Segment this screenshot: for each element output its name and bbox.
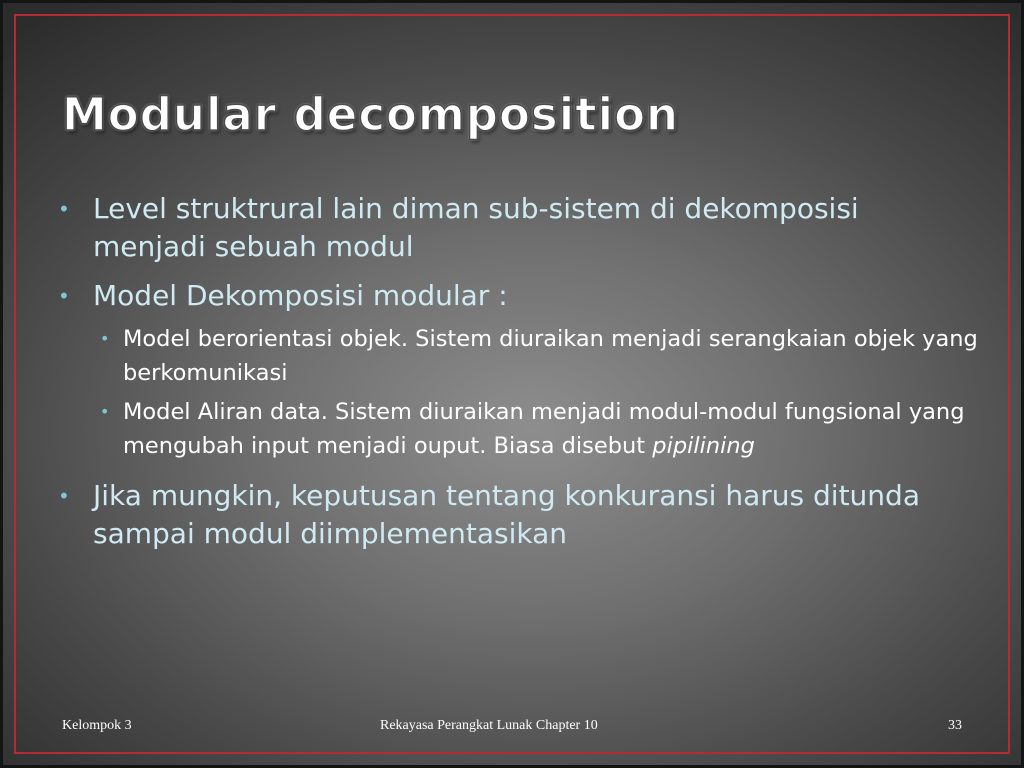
sub-bullet-item (100, 395, 978, 463)
sub-bullet-marker: • (100, 329, 110, 348)
bullet-item (58, 190, 978, 266)
bullet-item (58, 277, 978, 315)
slide-content (58, 190, 978, 564)
sub-bullet-item (100, 322, 978, 390)
slide-title: Modular decomposition (62, 88, 680, 141)
sub-bullet-marker: • (100, 402, 110, 421)
footer-left-text: Kelompok 3 (62, 718, 132, 733)
bullet-marker: • (58, 197, 70, 221)
page-number: 33 (948, 718, 962, 733)
bullet-text: Jika mungkin, keputusan tentang konkuransi harus ditunda sampai modul diimplementasikan (93, 479, 920, 550)
bullet-text: Model Dekomposisi modular : (93, 279, 508, 312)
bullet-marker: • (58, 484, 70, 508)
sub-bullet-text: Model berorientasi objek. Sistem diuraikan menjadi serangkaian objek yang berkomunikasi (123, 326, 978, 386)
sub-bullet-text: Model Aliran data. Sistem diuraikan menjadi modul-modul fungsional yang mengubah input menjadi ouput. Biasa disebut (123, 399, 965, 459)
bullet-text: Level struktrural lain diman sub-sistem di dekomposisi menjadi sebuah modul (93, 192, 859, 263)
sub-bullet-emphasis: pipilining (652, 433, 755, 459)
sub-bullet-list (58, 322, 978, 463)
footer-center-text: Rekayasa Perangkat Lunak Chapter 10 (380, 718, 598, 733)
bullet-item (58, 477, 978, 553)
bullet-marker: • (58, 284, 70, 308)
